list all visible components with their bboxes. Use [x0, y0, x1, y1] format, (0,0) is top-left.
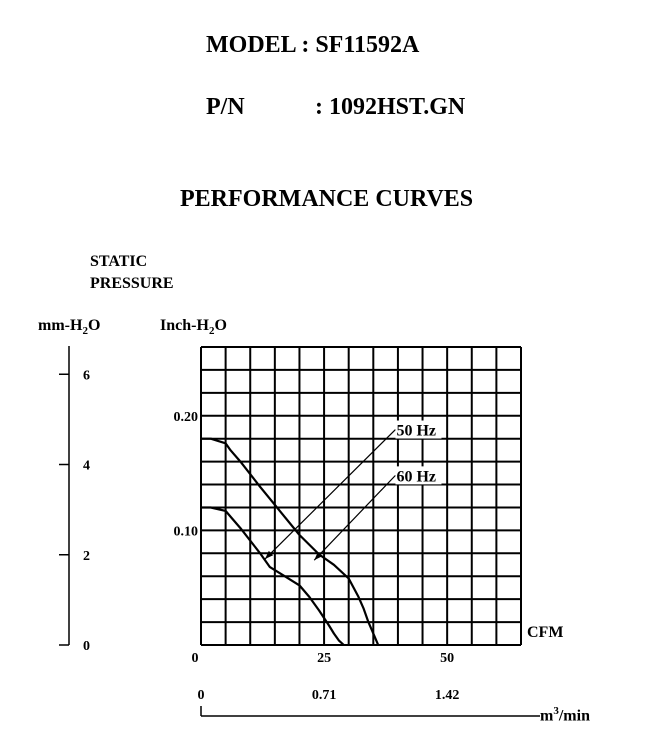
annotation-leader-50-hz: [265, 430, 395, 560]
mm-tick-label: 2: [83, 548, 90, 564]
x2-axis-label-m3min: $m^3/\min$: [540, 705, 590, 725]
annotation-label-50-hz: 50 Hz: [396, 422, 437, 440]
section-title: PERFORMANCE CURVES: [180, 186, 474, 212]
curve-50-hz: [201, 439, 378, 645]
x2-tick-label: 1.42: [434, 688, 460, 703]
y-unit-inch-label: Inch-$H_2O$: [160, 317, 227, 338]
y-label-static: STATIC: [90, 253, 148, 270]
x-tick-label: 0: [191, 651, 199, 666]
pn-label: P/N: [206, 94, 245, 120]
y-label-pressure: PRESSURE: [90, 275, 174, 292]
pn-value: : 1092HST.GN: [315, 94, 466, 120]
y-tick-label: 0.10: [173, 524, 198, 540]
mm-tick-label: 4: [83, 458, 90, 474]
annotation-label-60-hz: 60 Hz: [396, 468, 437, 486]
mm-tick-label: 0: [83, 639, 90, 654]
annotation-leader-60-hz: [314, 475, 395, 560]
model-label: MODEL : SF11592A: [206, 32, 420, 58]
x-tick-label: 25: [317, 651, 332, 666]
y-tick-label: 0.20: [173, 409, 198, 425]
x-tick-label: 50: [440, 651, 455, 666]
mm-tick-label: 6: [83, 368, 90, 384]
y-unit-mm-label: $mm-H_2O$: [38, 317, 101, 338]
x-axis-label-cfm: CFM: [527, 624, 564, 641]
x2-tick-label: 0: [197, 688, 205, 703]
x2-tick-label: 0.71: [311, 688, 337, 703]
